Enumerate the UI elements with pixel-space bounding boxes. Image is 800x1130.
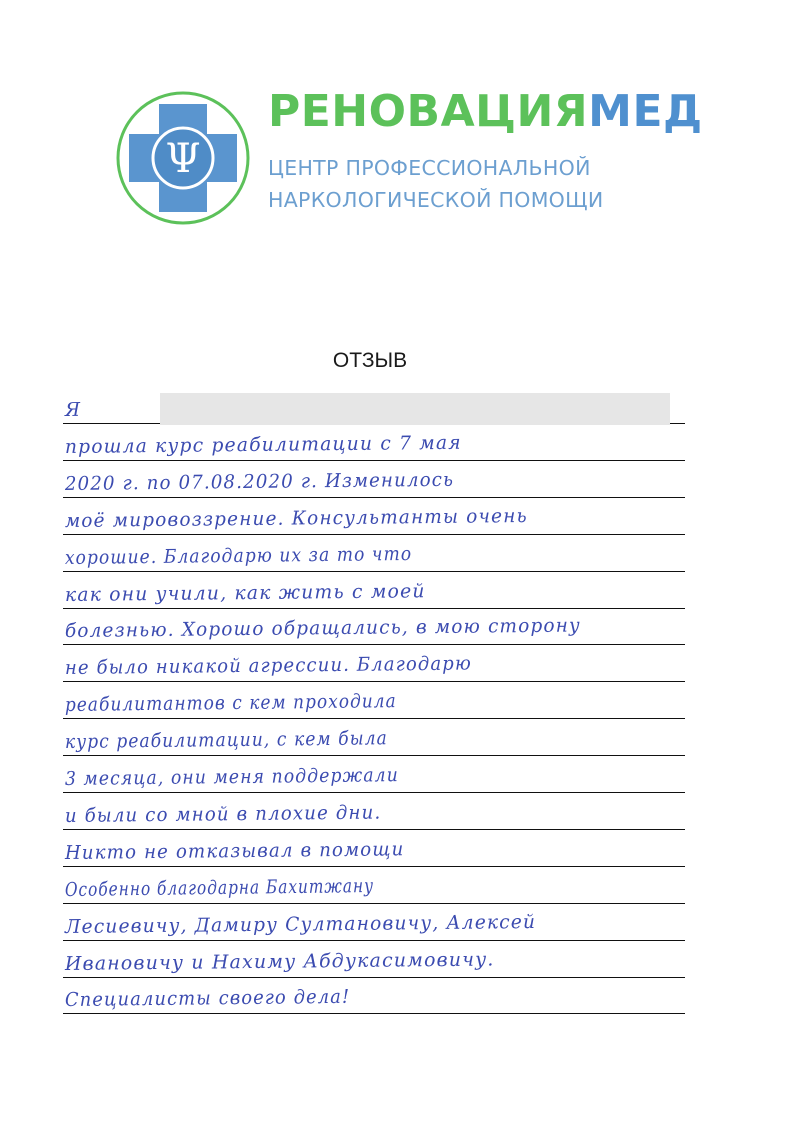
tagline-line1: ЦЕНТР ПРОФЕССИОНАЛЬНОЙ [268,156,591,180]
handwritten-line-text: 2020 г. по 07.08.2020 г. Изменилось [64,468,455,495]
handwritten-line-text: Особенно благодарна Бахитжану [64,874,375,901]
handwritten-line-text: Специалисты своего дела! [64,986,351,1012]
handwritten-line-text: прошла курс реабилитации с 7 мая [64,431,462,458]
handwritten-line [63,579,685,609]
handwritten-line [63,689,685,719]
handwritten-line [63,615,685,645]
handwritten-line [63,874,685,904]
handwritten-line [63,468,685,498]
handwritten-line [63,763,685,793]
handwritten-line [63,800,685,830]
handwritten-line-text: хорошие. Благодарю их за то что [64,542,413,569]
handwritten-line-text: Лесиевичу, Дамиру Султановичу, Алексей [64,910,537,938]
handwritten-line [63,837,685,867]
handwritten-line [63,911,685,941]
tagline-line2: НАРКОЛОГИЧЕСКОЙ ПОМОЩИ [268,188,604,212]
handwritten-line [63,505,685,535]
brand-name-part2: МЕД [588,86,703,137]
handwritten-line-text: не было никакой агрессии. Благодарю [64,652,472,680]
handwritten-line-text: и были со мной в плохие дни. [64,801,382,827]
handwritten-line [63,948,685,978]
handwritten-line-text: как они учили, как жить с моей [64,579,426,606]
redacted-name-block [160,393,670,425]
handwritten-line [63,726,685,756]
handwritten-line-text: реабилитантов с кем проходила [64,690,397,717]
handwritten-line [63,431,685,461]
handwritten-line-text: болезнью. Хорошо обращались, в мою сторону [64,614,581,643]
handwritten-line [63,652,685,682]
handwritten-line-text: курс реабилитации, с кем была [64,727,388,754]
handwritten-line-text: Я [64,398,82,421]
handwritten-line-text: Никто не отказывал в помощи [64,838,405,864]
handwritten-line-text: моё мировоззрение. Консультанты очень [64,504,528,532]
handwritten-line-text: Ивановичу и Нахиму Абдукасимовичу. [64,947,495,975]
document-title: ОТЗЫВ [332,349,408,372]
brand-name-part1: РЕНОВАЦИЯ [268,86,589,137]
psi-symbol-icon: Ψ [165,136,201,182]
handwritten-line [63,542,685,572]
handwritten-line [63,984,685,1014]
handwritten-line-text: 3 месяца, они меня поддержали [64,764,399,790]
